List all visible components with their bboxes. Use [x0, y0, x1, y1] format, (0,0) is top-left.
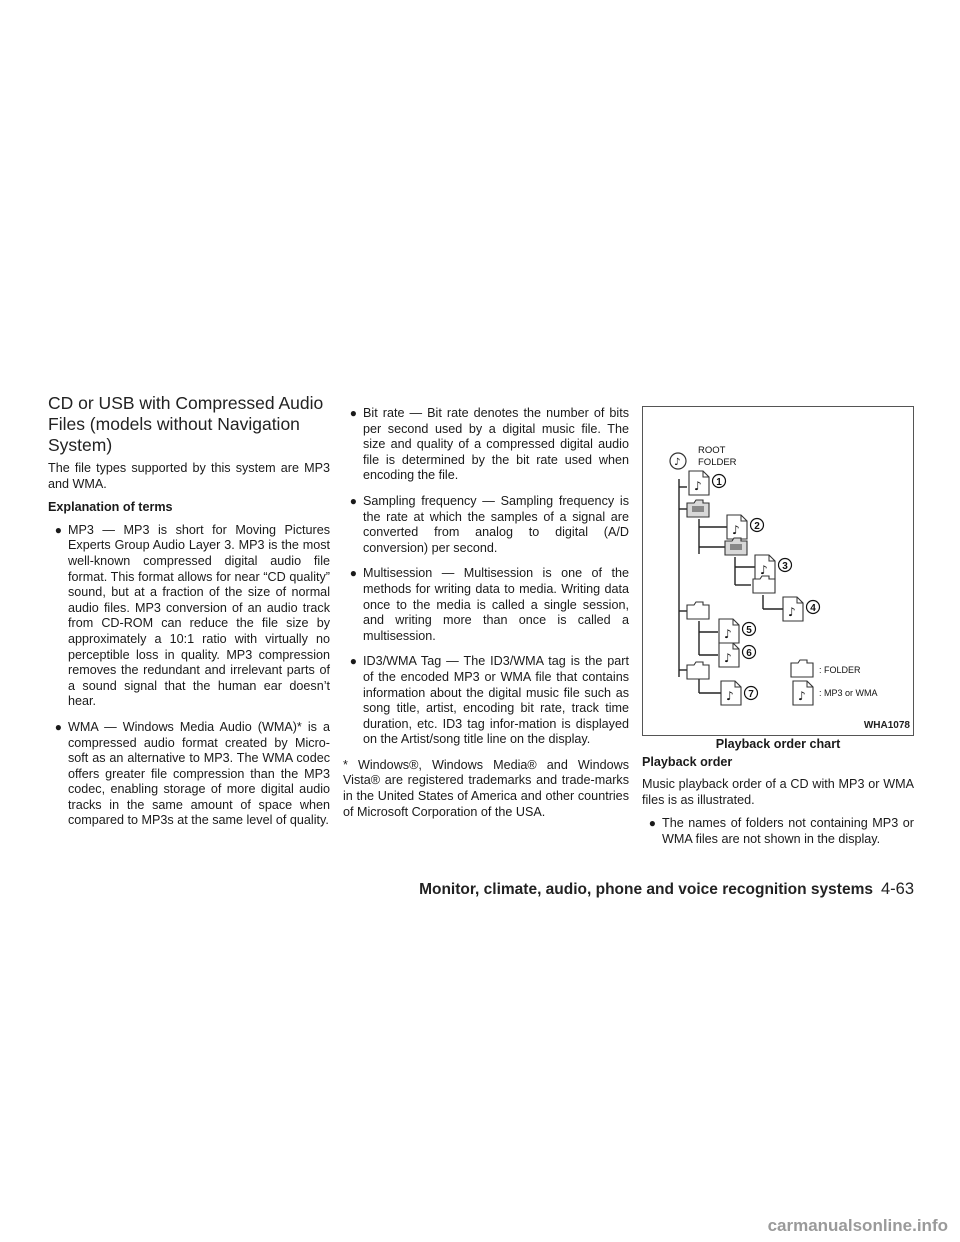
footer-section-title: Monitor, climate, audio, phone and voice recognition systems — [419, 881, 873, 898]
bullet-icon: ● — [349, 493, 357, 508]
playback-paragraph: Music playback order of a CD with MP3 or WMA files is as illustrated. — [642, 777, 914, 807]
term-text: Bit rate — Bit rate denotes the number of bits per second used by a digital music file. The size and quality of a compressed digital audio file is determined by the bit rate used when encoding the file. — [363, 406, 629, 483]
order-number-5: 5 — [746, 625, 752, 636]
root-label-1: ROOT — [698, 445, 726, 456]
mp3-file-icon — [755, 555, 775, 579]
bullet-icon: ● — [54, 719, 62, 734]
mp3-file-icon — [721, 681, 741, 705]
order-number-7: 7 — [748, 689, 754, 700]
order-number-3: 3 — [782, 561, 788, 572]
bullet-icon: ● — [349, 566, 357, 581]
legend-file-icon — [793, 681, 813, 705]
term-item-wma — [48, 720, 330, 829]
section-title: CD or USB with Compressed Audio Files (models without Navigation System) — [48, 393, 324, 455]
column-left — [48, 393, 330, 839]
playback-order-figure — [642, 406, 914, 736]
root-label-2: FOLDER — [698, 457, 737, 468]
term-item-sampling-frequency — [343, 494, 629, 556]
bullet-icon: ● — [349, 654, 357, 669]
playback-note-text: The names of folders not containing MP3 or WMA files are not shown in the display. — [662, 816, 914, 846]
mp3-file-icon — [689, 471, 709, 495]
bullet-icon: ● — [349, 406, 357, 420]
watermark: carmanualsonline.info — [767, 1216, 948, 1235]
term-item-multisession — [343, 566, 629, 644]
figure-code: WHA1078 — [863, 720, 910, 732]
term-text: WMA — Windows Media Audio (WMA)* is a compressed audio format created by Micro-soft as an alternative to MP3. The WMA codec offers greater file compression than the MP3 codec, enabling storage of more digital audio tracks in the same amount of space when compared to MP3s at the same level of quality. — [68, 719, 330, 828]
trademark-note: * Windows®, Windows Media® and Windows Vista® are registered trademarks and trade-marks in the United States of America and other countries of Microsoft Corporation of the USA. — [343, 757, 629, 819]
legend-folder-label: : FOLDER — [819, 665, 861, 675]
figure-caption: Playback order chart — [715, 737, 841, 751]
folder-tree-diagram: ♪ ♪ ROOT FOLDER 1 2 3 4 5 6 7 : FOLDER : MP3 or WMA — [643, 407, 915, 737]
term-text: Sampling frequency — Sampling frequency is the rate at which the samples of a signal are converted from analog to digital (A/D conversion) per second. — [363, 493, 629, 555]
root-folder-icon — [670, 453, 686, 469]
order-number-6: 6 — [746, 648, 752, 659]
page-number: 4-63 — [880, 880, 914, 898]
term-text: MP3 — MP3 is short for Moving Pictures Experts Group Audio Layer 3. MP3 is the most well-known compressed digital audio file format. This format allows for near “CD quality” sound, but at a fraction of the size of normal audio files. MP3 conversion of an audio track from CD-ROM can reduce the file size by approximately a 10:1 ratio with virtually no perceptible loss in quality. MP3 compression removes the redundant and irrelevant parts of a sound signal that the human ear doesn’t hear. — [68, 522, 330, 709]
folder-icon — [687, 662, 709, 679]
term-item-bit-rate — [343, 406, 629, 484]
term-item-mp3 — [48, 523, 330, 710]
mp3-file-icon — [727, 515, 747, 539]
folder-icon — [687, 602, 709, 619]
legend-file-label: : MP3 or WMA — [819, 688, 878, 698]
order-number-2: 2 — [754, 521, 760, 532]
bullet-icon: ● — [54, 522, 62, 537]
legend-folder-icon — [791, 660, 813, 677]
folder-icon — [687, 500, 709, 517]
term-item-id3-tag — [343, 654, 629, 748]
mp3-file-icon — [719, 643, 739, 667]
column-right — [642, 406, 914, 858]
bullet-icon: ● — [648, 816, 656, 831]
terms-heading: Explanation of terms — [48, 500, 173, 515]
playback-note — [642, 816, 914, 847]
mp3-file-icon — [783, 597, 803, 621]
page-footer — [419, 880, 914, 899]
column-middle — [343, 406, 629, 828]
order-number-4: 4 — [810, 603, 816, 614]
playback-heading: Playback order — [642, 754, 733, 769]
term-text: ID3/WMA Tag — The ID3/WMA tag is the part of the encoded MP3 or WMA file that contains information about the digital music file such as song title, artist, encoding bit rate, track time duration, etc. ID3 tag infor-mation is displayed on the Artist/song title line on the display. — [363, 654, 629, 747]
folder-icon — [753, 576, 775, 593]
order-number-1: 1 — [716, 477, 722, 488]
folder-icon — [725, 538, 747, 555]
svg-text:♪: ♪ — [674, 457, 681, 468]
mp3-file-icon — [719, 619, 739, 643]
intro-paragraph: The file types supported by this system are MP3 and WMA. — [48, 461, 330, 491]
term-text: Multisession — Multisession is one of the methods for writing data to media. Writing data once to the media is called a single session, and writing more than once is called a multisession. — [363, 566, 629, 643]
